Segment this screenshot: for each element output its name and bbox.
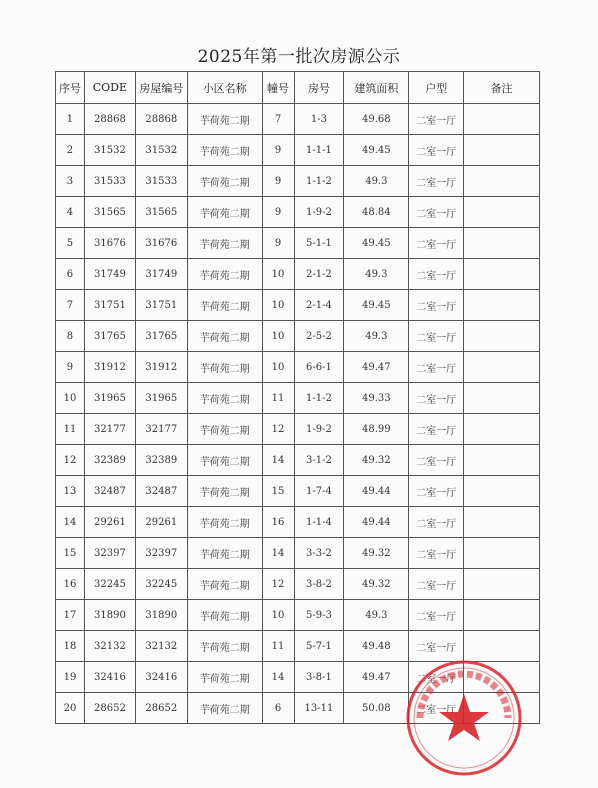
cell-index: 17 xyxy=(56,600,85,631)
cell-house-id: 32487 xyxy=(135,476,187,507)
cell-community: 芋荷苑二期 xyxy=(187,166,262,197)
cell-layout: 二室一厅 xyxy=(409,104,464,135)
cell-remarks xyxy=(464,631,540,662)
cell-building: 9 xyxy=(262,166,294,197)
cell-house-id: 31533 xyxy=(135,166,187,197)
cell-house-id: 31749 xyxy=(135,259,187,290)
cell-room: 13-11 xyxy=(294,693,344,724)
cell-remarks xyxy=(464,600,540,631)
cell-building: 6 xyxy=(262,693,294,724)
cell-layout: 二室一厅 xyxy=(409,414,464,445)
cell-index: 7 xyxy=(56,290,85,321)
cell-community: 芋荷苑二期 xyxy=(187,259,262,290)
cell-house-id: 28652 xyxy=(135,693,187,724)
cell-community: 芋荷苑二期 xyxy=(187,104,262,135)
cell-code: 28652 xyxy=(84,693,135,724)
cell-area: 49.45 xyxy=(344,228,409,259)
cell-remarks xyxy=(464,507,540,538)
cell-area: 49.32 xyxy=(344,569,409,600)
cell-index: 8 xyxy=(56,321,85,352)
cell-code: 31676 xyxy=(84,228,135,259)
cell-area: 49.33 xyxy=(344,383,409,414)
cell-building: 14 xyxy=(262,538,294,569)
cell-house-id: 32397 xyxy=(135,538,187,569)
cell-area: 49.68 xyxy=(344,104,409,135)
cell-building: 16 xyxy=(262,507,294,538)
cell-house-id: 31890 xyxy=(135,600,187,631)
table-row xyxy=(56,135,540,166)
cell-area: 49.3 xyxy=(344,259,409,290)
header-area: 建筑面积 xyxy=(344,72,409,104)
cell-building: 10 xyxy=(262,259,294,290)
header-code: CODE xyxy=(84,72,135,104)
page-title: 2025年第一批次房源公示 xyxy=(197,47,401,67)
cell-code: 31765 xyxy=(84,321,135,352)
cell-code: 32132 xyxy=(84,631,135,662)
cell-house-id: 31965 xyxy=(135,383,187,414)
table-row xyxy=(56,259,540,290)
cell-community: 芋荷苑二期 xyxy=(187,662,262,693)
cell-layout: 二室一厅 xyxy=(409,321,464,352)
cell-layout: 二室一厅 xyxy=(409,476,464,507)
cell-room: 3-8-1 xyxy=(294,662,344,693)
cell-building: 9 xyxy=(262,228,294,259)
cell-area: 49.47 xyxy=(344,352,409,383)
cell-building: 12 xyxy=(262,414,294,445)
cell-code: 31565 xyxy=(84,197,135,228)
cell-community: 芋荷苑二期 xyxy=(187,197,262,228)
cell-area: 50.08 xyxy=(344,693,409,724)
cell-area: 48.84 xyxy=(344,197,409,228)
table-row xyxy=(56,321,540,352)
cell-remarks xyxy=(464,321,540,352)
cell-house-id: 32245 xyxy=(135,569,187,600)
cell-room: 1-3 xyxy=(294,104,344,135)
cell-area: 49.32 xyxy=(344,445,409,476)
cell-layout: 二室一厅 xyxy=(409,290,464,321)
cell-room: 6-6-1 xyxy=(294,352,344,383)
table-row xyxy=(56,600,540,631)
cell-index: 2 xyxy=(56,135,85,166)
cell-community: 芋荷苑二期 xyxy=(187,476,262,507)
cell-index: 10 xyxy=(56,383,85,414)
cell-layout: 二室一厅 xyxy=(409,662,464,693)
header-layout: 户型 xyxy=(409,72,464,104)
cell-house-id: 31676 xyxy=(135,228,187,259)
cell-index: 13 xyxy=(56,476,85,507)
cell-code: 29261 xyxy=(84,507,135,538)
table-row xyxy=(56,631,540,662)
cell-building: 14 xyxy=(262,445,294,476)
cell-building: 7 xyxy=(262,104,294,135)
cell-layout: 二室一厅 xyxy=(409,166,464,197)
cell-community: 芋荷苑二期 xyxy=(187,228,262,259)
cell-building: 9 xyxy=(262,197,294,228)
cell-layout: 二室一厅 xyxy=(409,507,464,538)
cell-remarks xyxy=(464,290,540,321)
cell-building: 10 xyxy=(262,321,294,352)
cell-room: 3-3-2 xyxy=(294,538,344,569)
cell-code: 31532 xyxy=(84,135,135,166)
cell-area: 49.45 xyxy=(344,135,409,166)
table-row xyxy=(56,538,540,569)
cell-building: 11 xyxy=(262,631,294,662)
cell-building: 10 xyxy=(262,352,294,383)
cell-house-id: 32132 xyxy=(135,631,187,662)
table-row xyxy=(56,445,540,476)
header-building: 幢号 xyxy=(262,72,294,104)
cell-community: 芋荷苑二期 xyxy=(187,290,262,321)
cell-area: 49.44 xyxy=(344,476,409,507)
cell-area: 48.99 xyxy=(344,414,409,445)
cell-room: 1-9-2 xyxy=(294,197,344,228)
table-row xyxy=(56,290,540,321)
cell-house-id: 28868 xyxy=(135,104,187,135)
cell-room: 5-7-1 xyxy=(294,631,344,662)
cell-building: 10 xyxy=(262,290,294,321)
cell-house-id: 31532 xyxy=(135,135,187,166)
cell-room: 3-8-2 xyxy=(294,569,344,600)
cell-index: 19 xyxy=(56,662,85,693)
cell-house-id: 32389 xyxy=(135,445,187,476)
table-row xyxy=(56,197,540,228)
cell-remarks xyxy=(464,383,540,414)
cell-code: 31751 xyxy=(84,290,135,321)
cell-area: 49.47 xyxy=(344,662,409,693)
cell-code: 32397 xyxy=(84,538,135,569)
cell-community: 芋荷苑二期 xyxy=(187,383,262,414)
header-index: 序号 xyxy=(56,72,85,104)
table-row xyxy=(56,569,540,600)
cell-room: 1-1-2 xyxy=(294,383,344,414)
cell-room: 1-9-2 xyxy=(294,414,344,445)
cell-building: 11 xyxy=(262,383,294,414)
cell-remarks xyxy=(464,259,540,290)
cell-code: 32177 xyxy=(84,414,135,445)
cell-index: 14 xyxy=(56,507,85,538)
cell-house-id: 31912 xyxy=(135,352,187,383)
cell-remarks xyxy=(464,197,540,228)
cell-code: 31749 xyxy=(84,259,135,290)
cell-house-id: 32177 xyxy=(135,414,187,445)
cell-remarks xyxy=(464,569,540,600)
cell-code: 32416 xyxy=(84,662,135,693)
cell-house-id: 31751 xyxy=(135,290,187,321)
table-row xyxy=(56,476,540,507)
cell-remarks xyxy=(464,166,540,197)
cell-code: 31912 xyxy=(84,352,135,383)
cell-index: 12 xyxy=(56,445,85,476)
cell-index: 5 xyxy=(56,228,85,259)
cell-code: 31965 xyxy=(84,383,135,414)
table-row xyxy=(56,228,540,259)
header-house-id: 房屋编号 xyxy=(135,72,187,104)
cell-community: 芋荷苑二期 xyxy=(187,507,262,538)
cell-house-id: 32416 xyxy=(135,662,187,693)
cell-area: 49.44 xyxy=(344,507,409,538)
official-seal xyxy=(404,658,524,778)
cell-code: 31890 xyxy=(84,600,135,631)
cell-house-id: 31765 xyxy=(135,321,187,352)
cell-community: 芋荷苑二期 xyxy=(187,135,262,166)
cell-room: 3-1-2 xyxy=(294,445,344,476)
cell-community: 芋荷苑二期 xyxy=(187,631,262,662)
cell-layout: 二室一厅 xyxy=(409,135,464,166)
cell-layout: 二室一厅 xyxy=(409,538,464,569)
cell-index: 6 xyxy=(56,259,85,290)
cell-remarks xyxy=(464,445,540,476)
cell-layout: 二室一厅 xyxy=(409,383,464,414)
cell-layout: 二室一厅 xyxy=(409,352,464,383)
cell-area: 49.3 xyxy=(344,166,409,197)
cell-area: 49.3 xyxy=(344,321,409,352)
cell-community: 芋荷苑二期 xyxy=(187,600,262,631)
cell-index: 4 xyxy=(56,197,85,228)
cell-room: 1-1-1 xyxy=(294,135,344,166)
cell-house-id: 29261 xyxy=(135,507,187,538)
header-remarks: 备注 xyxy=(464,72,540,104)
cell-building: 10 xyxy=(262,600,294,631)
cell-layout: 二室一厅 xyxy=(409,631,464,662)
table-row xyxy=(56,383,540,414)
cell-index: 20 xyxy=(56,693,85,724)
cell-index: 15 xyxy=(56,538,85,569)
cell-code: 32487 xyxy=(84,476,135,507)
cell-code: 32245 xyxy=(84,569,135,600)
cell-code: 28868 xyxy=(84,104,135,135)
cell-layout: 二室一厅 xyxy=(409,197,464,228)
cell-building: 12 xyxy=(262,569,294,600)
cell-room: 2-1-4 xyxy=(294,290,344,321)
cell-community: 芋荷苑二期 xyxy=(187,352,262,383)
cell-layout: 二室一厅 xyxy=(409,445,464,476)
cell-room: 1-7-4 xyxy=(294,476,344,507)
cell-code: 32389 xyxy=(84,445,135,476)
cell-remarks xyxy=(464,352,540,383)
header-room: 房号 xyxy=(294,72,344,104)
cell-remarks xyxy=(464,228,540,259)
cell-index: 18 xyxy=(56,631,85,662)
cell-index: 11 xyxy=(56,414,85,445)
cell-community: 芋荷苑二期 xyxy=(187,693,262,724)
cell-remarks xyxy=(464,104,540,135)
cell-house-id: 31565 xyxy=(135,197,187,228)
cell-area: 49.3 xyxy=(344,600,409,631)
cell-community: 芋荷苑二期 xyxy=(187,321,262,352)
cell-community: 芋荷苑二期 xyxy=(187,445,262,476)
cell-remarks xyxy=(464,476,540,507)
cell-community: 芋荷苑二期 xyxy=(187,569,262,600)
cell-index: 9 xyxy=(56,352,85,383)
cell-room: 1-1-4 xyxy=(294,507,344,538)
cell-room: 2-1-2 xyxy=(294,259,344,290)
cell-index: 16 xyxy=(56,569,85,600)
cell-remarks xyxy=(464,538,540,569)
cell-area: 49.32 xyxy=(344,538,409,569)
cell-room: 1-1-2 xyxy=(294,166,344,197)
cell-layout: 二室一厅 xyxy=(409,569,464,600)
cell-area: 49.48 xyxy=(344,631,409,662)
cell-index: 3 xyxy=(56,166,85,197)
housing-table xyxy=(55,71,540,724)
cell-layout: 二室一厅 xyxy=(409,259,464,290)
cell-remarks xyxy=(464,135,540,166)
cell-room: 2-5-2 xyxy=(294,321,344,352)
cell-layout: 二室一厅 xyxy=(409,693,464,724)
cell-layout: 二室一厅 xyxy=(409,228,464,259)
table-row xyxy=(56,414,540,445)
table-row xyxy=(56,104,540,135)
cell-area: 49.45 xyxy=(344,290,409,321)
table-row xyxy=(56,507,540,538)
cell-remarks xyxy=(464,414,540,445)
cell-building: 9 xyxy=(262,135,294,166)
red-star-icon xyxy=(439,694,489,741)
cell-community: 芋荷苑二期 xyxy=(187,538,262,569)
cell-room: 5-1-1 xyxy=(294,228,344,259)
cell-index: 1 xyxy=(56,104,85,135)
cell-building: 14 xyxy=(262,662,294,693)
cell-layout: 二室一厅 xyxy=(409,600,464,631)
cell-building: 15 xyxy=(262,476,294,507)
cell-room: 5-9-3 xyxy=(294,600,344,631)
table-header-row xyxy=(56,72,540,104)
table-row xyxy=(56,166,540,197)
cell-community: 芋荷苑二期 xyxy=(187,414,262,445)
header-community: 小区名称 xyxy=(187,72,262,104)
cell-code: 31533 xyxy=(84,166,135,197)
table-row xyxy=(56,352,540,383)
